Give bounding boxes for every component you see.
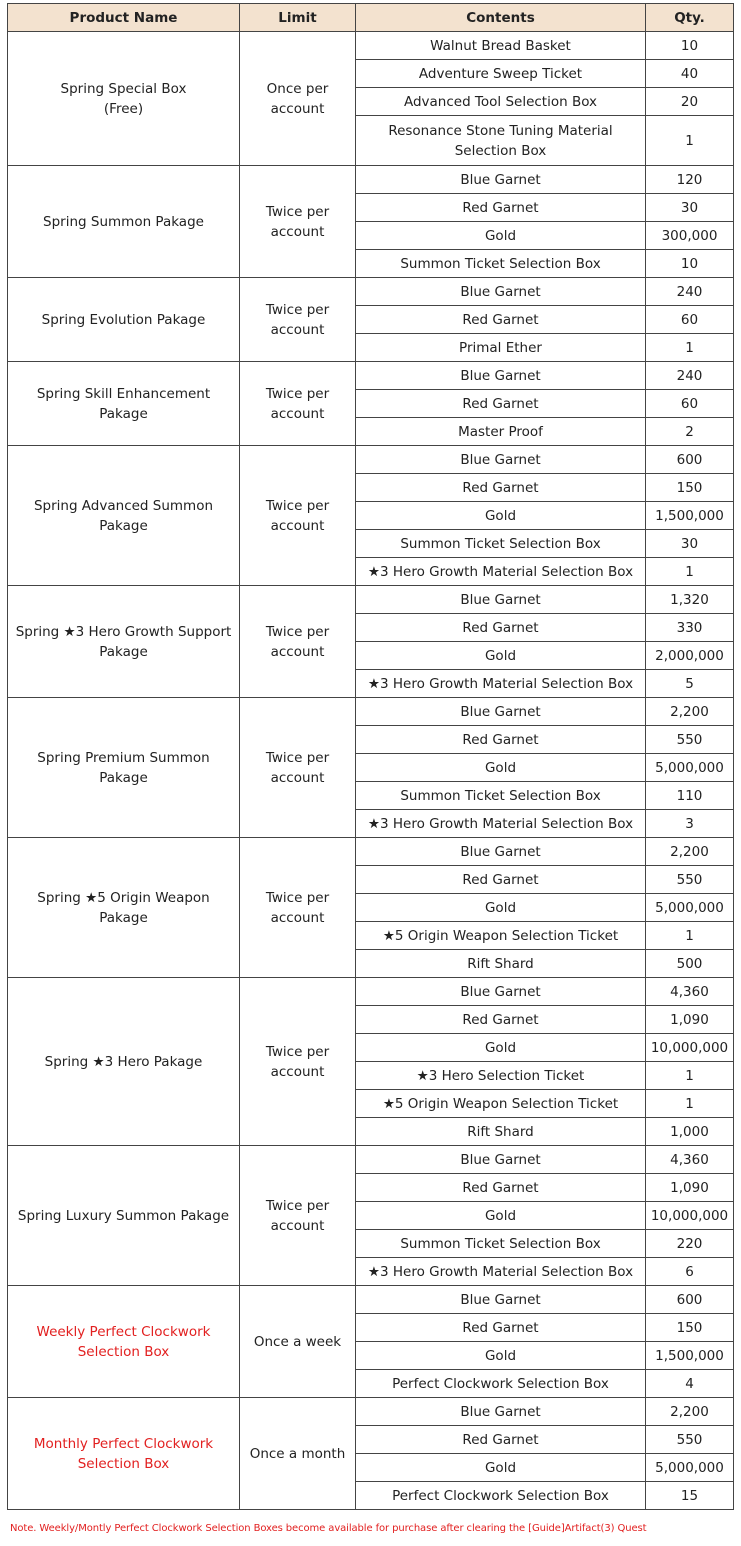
header-row bbox=[8, 4, 734, 32]
contents-cell: Perfect Clockwork Selection Box bbox=[356, 1370, 646, 1398]
contents-cell: Rift Shard bbox=[356, 1118, 646, 1146]
quantity-cell: 10,000,000 bbox=[646, 1202, 734, 1230]
header-qty: Qty. bbox=[646, 4, 734, 32]
quantity-cell: 150 bbox=[646, 474, 734, 502]
product-name-cell: Spring Premium Summon Pakage bbox=[8, 698, 240, 838]
quantity-cell: 1,500,000 bbox=[646, 502, 734, 530]
contents-cell: Red Garnet bbox=[356, 614, 646, 642]
package-rows bbox=[8, 32, 734, 1510]
quantity-cell: 40 bbox=[646, 60, 734, 88]
contents-cell: Summon Ticket Selection Box bbox=[356, 250, 646, 278]
product-name-cell: Spring ★5 Origin Weapon Pakage bbox=[8, 838, 240, 978]
purchase-limit-cell: Once a month bbox=[240, 1398, 356, 1510]
contents-cell: Rift Shard bbox=[356, 950, 646, 978]
quantity-cell: 5 bbox=[646, 670, 734, 698]
quantity-cell: 4,360 bbox=[646, 1146, 734, 1174]
contents-cell: Adventure Sweep Ticket bbox=[356, 60, 646, 88]
contents-cell: Gold bbox=[356, 894, 646, 922]
contents-cell: Blue Garnet bbox=[356, 166, 646, 194]
quantity-cell: 1 bbox=[646, 1090, 734, 1118]
contents-cell: Blue Garnet bbox=[356, 698, 646, 726]
contents-cell: Red Garnet bbox=[356, 866, 646, 894]
quantity-cell: 2 bbox=[646, 418, 734, 446]
quantity-cell: 550 bbox=[646, 726, 734, 754]
purchase-limit-cell: Twice per account bbox=[240, 278, 356, 362]
purchase-limit-cell: Once a week bbox=[240, 1286, 356, 1398]
product-name-cell: Spring Summon Pakage bbox=[8, 166, 240, 278]
quantity-cell: 550 bbox=[646, 866, 734, 894]
contents-cell: Blue Garnet bbox=[356, 978, 646, 1006]
contents-cell: ★3 Hero Growth Material Selection Box bbox=[356, 670, 646, 698]
contents-cell: Resonance Stone Tuning Material Selection Box bbox=[356, 116, 646, 166]
table-row bbox=[8, 278, 734, 306]
contents-cell: Perfect Clockwork Selection Box bbox=[356, 1482, 646, 1510]
quantity-cell: 20 bbox=[646, 88, 734, 116]
purchase-limit-cell: Twice per account bbox=[240, 838, 356, 978]
contents-cell: ★3 Hero Growth Material Selection Box bbox=[356, 558, 646, 586]
contents-cell: Blue Garnet bbox=[356, 446, 646, 474]
purchase-limit-cell: Twice per account bbox=[240, 978, 356, 1146]
table-row bbox=[8, 838, 734, 866]
table-row bbox=[8, 446, 734, 474]
contents-cell: Gold bbox=[356, 1342, 646, 1370]
product-name-cell: Monthly Perfect Clockwork Selection Box bbox=[8, 1398, 240, 1510]
quantity-cell: 2,200 bbox=[646, 1398, 734, 1426]
quantity-cell: 30 bbox=[646, 530, 734, 558]
product-name-cell: Spring Special Box (Free) bbox=[8, 32, 240, 166]
quantity-cell: 2,200 bbox=[646, 698, 734, 726]
quantity-cell: 3 bbox=[646, 810, 734, 838]
quantity-cell: 330 bbox=[646, 614, 734, 642]
contents-cell: Walnut Bread Basket bbox=[356, 32, 646, 60]
table-row bbox=[8, 32, 734, 60]
contents-cell: Blue Garnet bbox=[356, 1398, 646, 1426]
contents-cell: Master Proof bbox=[356, 418, 646, 446]
contents-cell: Summon Ticket Selection Box bbox=[356, 530, 646, 558]
quantity-cell: 15 bbox=[646, 1482, 734, 1510]
header-contents: Contents bbox=[356, 4, 646, 32]
quantity-cell: 120 bbox=[646, 166, 734, 194]
product-name-cell: Weekly Perfect Clockwork Selection Box bbox=[8, 1286, 240, 1398]
contents-cell: Blue Garnet bbox=[356, 838, 646, 866]
quantity-cell: 1,090 bbox=[646, 1006, 734, 1034]
quantity-cell: 1 bbox=[646, 558, 734, 586]
contents-cell: Summon Ticket Selection Box bbox=[356, 1230, 646, 1258]
quantity-cell: 10 bbox=[646, 250, 734, 278]
quantity-cell: 1,320 bbox=[646, 586, 734, 614]
quantity-cell: 4 bbox=[646, 1370, 734, 1398]
quantity-cell: 4,360 bbox=[646, 978, 734, 1006]
contents-cell: Gold bbox=[356, 1202, 646, 1230]
table-row bbox=[8, 698, 734, 726]
contents-cell: Blue Garnet bbox=[356, 1146, 646, 1174]
table-row bbox=[8, 978, 734, 1006]
contents-cell: Red Garnet bbox=[356, 726, 646, 754]
table-row bbox=[8, 166, 734, 194]
quantity-cell: 2,000,000 bbox=[646, 642, 734, 670]
quantity-cell: 110 bbox=[646, 782, 734, 810]
purchase-limit-cell: Twice per account bbox=[240, 698, 356, 838]
header-limit: Limit bbox=[240, 4, 356, 32]
contents-cell: ★5 Origin Weapon Selection Ticket bbox=[356, 922, 646, 950]
quantity-cell: 10 bbox=[646, 32, 734, 60]
quantity-cell: 600 bbox=[646, 446, 734, 474]
quantity-cell: 10,000,000 bbox=[646, 1034, 734, 1062]
purchase-limit-cell: Twice per account bbox=[240, 362, 356, 446]
quantity-cell: 30 bbox=[646, 194, 734, 222]
quantity-cell: 240 bbox=[646, 278, 734, 306]
contents-cell: Red Garnet bbox=[356, 474, 646, 502]
contents-cell: Red Garnet bbox=[356, 390, 646, 418]
contents-cell: Primal Ether bbox=[356, 334, 646, 362]
contents-cell: Blue Garnet bbox=[356, 586, 646, 614]
quantity-cell: 60 bbox=[646, 390, 734, 418]
table-row bbox=[8, 362, 734, 390]
contents-cell: Gold bbox=[356, 754, 646, 782]
quantity-cell: 240 bbox=[646, 362, 734, 390]
quantity-cell: 1 bbox=[646, 334, 734, 362]
quantity-cell: 150 bbox=[646, 1314, 734, 1342]
quantity-cell: 60 bbox=[646, 306, 734, 334]
contents-cell: Summon Ticket Selection Box bbox=[356, 782, 646, 810]
quantity-cell: 600 bbox=[646, 1286, 734, 1314]
purchase-limit-cell: Once per account bbox=[240, 32, 356, 166]
product-name-cell: Spring Evolution Pakage bbox=[8, 278, 240, 362]
contents-cell: Red Garnet bbox=[356, 1314, 646, 1342]
quantity-cell: 5,000,000 bbox=[646, 754, 734, 782]
contents-cell: ★5 Origin Weapon Selection Ticket bbox=[356, 1090, 646, 1118]
contents-cell: Gold bbox=[356, 642, 646, 670]
table-row bbox=[8, 586, 734, 614]
contents-cell: Gold bbox=[356, 502, 646, 530]
contents-cell: ★3 Hero Selection Ticket bbox=[356, 1062, 646, 1090]
contents-cell: Red Garnet bbox=[356, 1426, 646, 1454]
quantity-cell: 1 bbox=[646, 922, 734, 950]
purchase-limit-cell: Twice per account bbox=[240, 166, 356, 278]
contents-cell: ★3 Hero Growth Material Selection Box bbox=[356, 810, 646, 838]
contents-cell: Blue Garnet bbox=[356, 1286, 646, 1314]
contents-cell: ★3 Hero Growth Material Selection Box bbox=[356, 1258, 646, 1286]
product-name-cell: Spring ★3 Hero Growth Support Pakage bbox=[8, 586, 240, 698]
contents-cell: Red Garnet bbox=[356, 194, 646, 222]
quantity-cell: 500 bbox=[646, 950, 734, 978]
quantity-cell: 2,200 bbox=[646, 838, 734, 866]
quantity-cell: 5,000,000 bbox=[646, 1454, 734, 1482]
purchase-limit-cell: Twice per account bbox=[240, 586, 356, 698]
product-name-cell: Spring ★3 Hero Pakage bbox=[8, 978, 240, 1146]
quantity-cell: 550 bbox=[646, 1426, 734, 1454]
contents-cell: Red Garnet bbox=[356, 1006, 646, 1034]
contents-cell: Red Garnet bbox=[356, 306, 646, 334]
purchase-limit-cell: Twice per account bbox=[240, 1146, 356, 1286]
purchase-limit-cell: Twice per account bbox=[240, 446, 356, 586]
product-name-cell: Spring Advanced Summon Pakage bbox=[8, 446, 240, 586]
table-row bbox=[8, 1146, 734, 1174]
quantity-cell: 1,500,000 bbox=[646, 1342, 734, 1370]
contents-cell: Blue Garnet bbox=[356, 362, 646, 390]
quantity-cell: 1,000 bbox=[646, 1118, 734, 1146]
quantity-cell: 1,090 bbox=[646, 1174, 734, 1202]
quantity-cell: 220 bbox=[646, 1230, 734, 1258]
quantity-cell: 1 bbox=[646, 116, 734, 166]
quantity-cell: 6 bbox=[646, 1258, 734, 1286]
contents-cell: Gold bbox=[356, 1034, 646, 1062]
purchase-note: Note. Weekly/Montly Perfect Clockwork Selection Boxes become available for purchase after clearing the [Guide]Artifact(3) Quest bbox=[10, 1523, 647, 1534]
product-name-cell: Spring Luxury Summon Pakage bbox=[8, 1146, 240, 1286]
quantity-cell: 1 bbox=[646, 1062, 734, 1090]
contents-cell: Advanced Tool Selection Box bbox=[356, 88, 646, 116]
contents-cell: Red Garnet bbox=[356, 1174, 646, 1202]
contents-cell: Gold bbox=[356, 1454, 646, 1482]
header-product-name: Product Name bbox=[8, 4, 240, 32]
table-row bbox=[8, 1286, 734, 1314]
table-row bbox=[8, 1398, 734, 1426]
contents-cell: Gold bbox=[356, 222, 646, 250]
quantity-cell: 5,000,000 bbox=[646, 894, 734, 922]
quantity-cell: 300,000 bbox=[646, 222, 734, 250]
package-table bbox=[7, 3, 734, 1510]
product-name-cell: Spring Skill Enhancement Pakage bbox=[8, 362, 240, 446]
contents-cell: Blue Garnet bbox=[356, 278, 646, 306]
